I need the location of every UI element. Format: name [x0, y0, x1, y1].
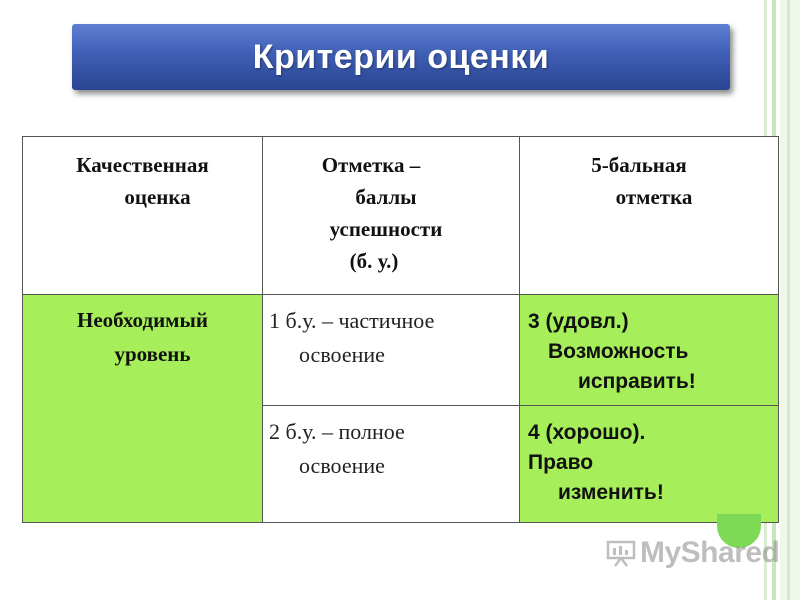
mark-line: 1 б.у. – частичное [269, 308, 435, 333]
mark-cell [263, 295, 520, 406]
watermark [606, 536, 779, 570]
level-line: Необходимый [77, 308, 208, 332]
grade-line: 4 (хорошо). [528, 421, 646, 444]
header-line: Качественная [76, 153, 209, 177]
grade-cell [520, 295, 779, 406]
mark-line: освоение [299, 453, 385, 478]
header-line: оценка [124, 185, 191, 209]
mark-line: 2 б.у. – полное [269, 419, 405, 444]
watermark-text: MyShared [640, 536, 780, 569]
grade-line: исправить! [578, 370, 696, 393]
header-line: 5-бальная [591, 153, 687, 177]
title-banner [72, 24, 730, 90]
mark-cell [263, 406, 520, 523]
header-line: (б. у.) [349, 249, 399, 273]
table-header-row [23, 137, 779, 295]
grade-line: Возможность [548, 340, 689, 363]
header-line: Отметка – [321, 153, 421, 177]
grade-line: 3 (удовл.) [528, 310, 629, 333]
header-cell-quality [23, 137, 263, 295]
level-line: уровень [114, 342, 191, 366]
decor-stripe [787, 0, 790, 600]
mark-line: освоение [299, 342, 385, 367]
table-row [23, 295, 779, 406]
page-title: Критерии оценки [252, 37, 550, 76]
grade-line: изменить! [558, 481, 664, 504]
header-line: успешности [329, 217, 443, 241]
header-line: баллы [355, 185, 417, 209]
header-cell-points [263, 137, 520, 295]
grade-cell [520, 406, 779, 523]
presentation-board-icon [606, 539, 636, 567]
header-line: отметка [615, 185, 693, 209]
grade-line: Право [528, 451, 594, 474]
header-cell-grade [520, 137, 779, 295]
criteria-table [22, 136, 779, 523]
level-cell [23, 295, 263, 523]
decor-stripe [780, 0, 800, 600]
